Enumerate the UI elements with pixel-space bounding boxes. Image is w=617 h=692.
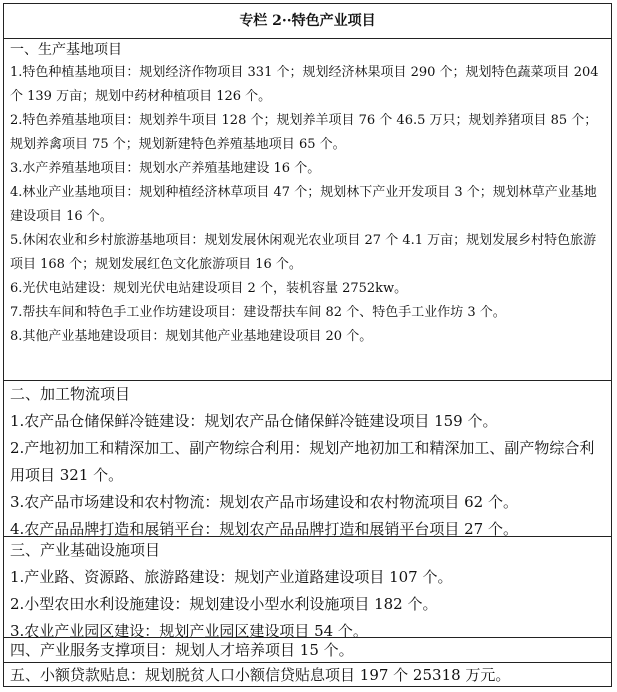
list-item: 3.农业产业园区建设：规划产业园区建设项目 54 个。: [10, 622, 368, 640]
list-item: 5.休闲农业和乡村旅游基地项目：规划发展休闲观光农业项目 27 个 4.1 万亩；规划发展乡村特色旅游项目 168 个；规划发展红色文化旅游项目 16 个。: [10, 233, 597, 272]
list-item: 1.农产品仓储保鲜冷链建设：规划农产品仓储保鲜冷链建设项目 159 个。: [10, 412, 498, 430]
table-title-row: [4, 4, 611, 38]
list-item: 6.光伏电站建设：规划光伏电站建设项目 2 个，装机容量 2752kw。: [10, 281, 408, 296]
list-item: 2.产地初加工和精深加工、副产物综合利用：规划产地初加工和精深加工、副产物综合利用项目 321 个。: [10, 439, 595, 484]
section-heading: 二、加工物流项目: [10, 385, 131, 403]
list-item: 4.农产品品牌打造和展销平台：规划农产品品牌打造和展销平台项目 27 个。: [10, 520, 518, 538]
list-item: 4.林业产业基地项目：规划种植经济林草项目 47 个；规划林下产业开发项目 3 个；规划林草产业基地建设项目 16 个。: [10, 185, 597, 224]
section-heading: 三、产业基础设施项目: [10, 541, 161, 559]
list-item: 1.产业路、资源路、旅游路建设：规划产业道路建设项目 107 个。: [10, 568, 453, 586]
section-production-base: [4, 38, 611, 380]
list-item: 8.其他产业基地建设项目：规划其他产业基地建设项目 20 个。: [10, 329, 373, 344]
list-item: 3.水产养殖基地项目：规划水产养殖基地建设 16 个。: [10, 161, 321, 176]
list-item: 3.农产品市场建设和农村物流：规划农产品市场建设和农村物流项目 62 个。: [10, 493, 518, 511]
table-title: 专栏 2··特色产业项目: [239, 13, 376, 29]
section-infrastructure: [4, 536, 611, 640]
project-table: [3, 3, 612, 687]
list-item: 7.帮扶车间和特色手工业作坊建设项目：建设帮扶车间 82 个、特色手工业作坊 3 个。: [10, 305, 506, 320]
list-item: 2.小型农田水利设施建设：规划建设小型水利设施项目 182 个。: [10, 595, 438, 613]
list-item: 2.特色养殖基地项目：规划养牛项目 128 个；规划养羊项目 76 个 46.5 万只；规划养猪项目 85 个；规划养禽项目 75 个；规划新建特色养殖基地项目 65 个。: [10, 113, 598, 152]
section-loan-subsidy: [4, 662, 611, 685]
section-line: 四、产业服务支撑项目：规划人才培养项目 15 个。: [10, 641, 354, 659]
section-service-support: [4, 637, 611, 662]
list-item: 1.特色种植基地项目：规划经济作物项目 331 个；规划经济林果项目 290 个；规划特色蔬菜项目 204 个 139 万亩；规划中药材种植项目 126 个。: [10, 65, 599, 104]
section-line: 五、小额贷款贴息：规划脱贫人口小额信贷贴息项目 197 个 25318 万元。: [10, 666, 511, 684]
section-heading: 一、生产基地项目: [10, 42, 122, 58]
section-processing-logistics: [4, 380, 611, 536]
